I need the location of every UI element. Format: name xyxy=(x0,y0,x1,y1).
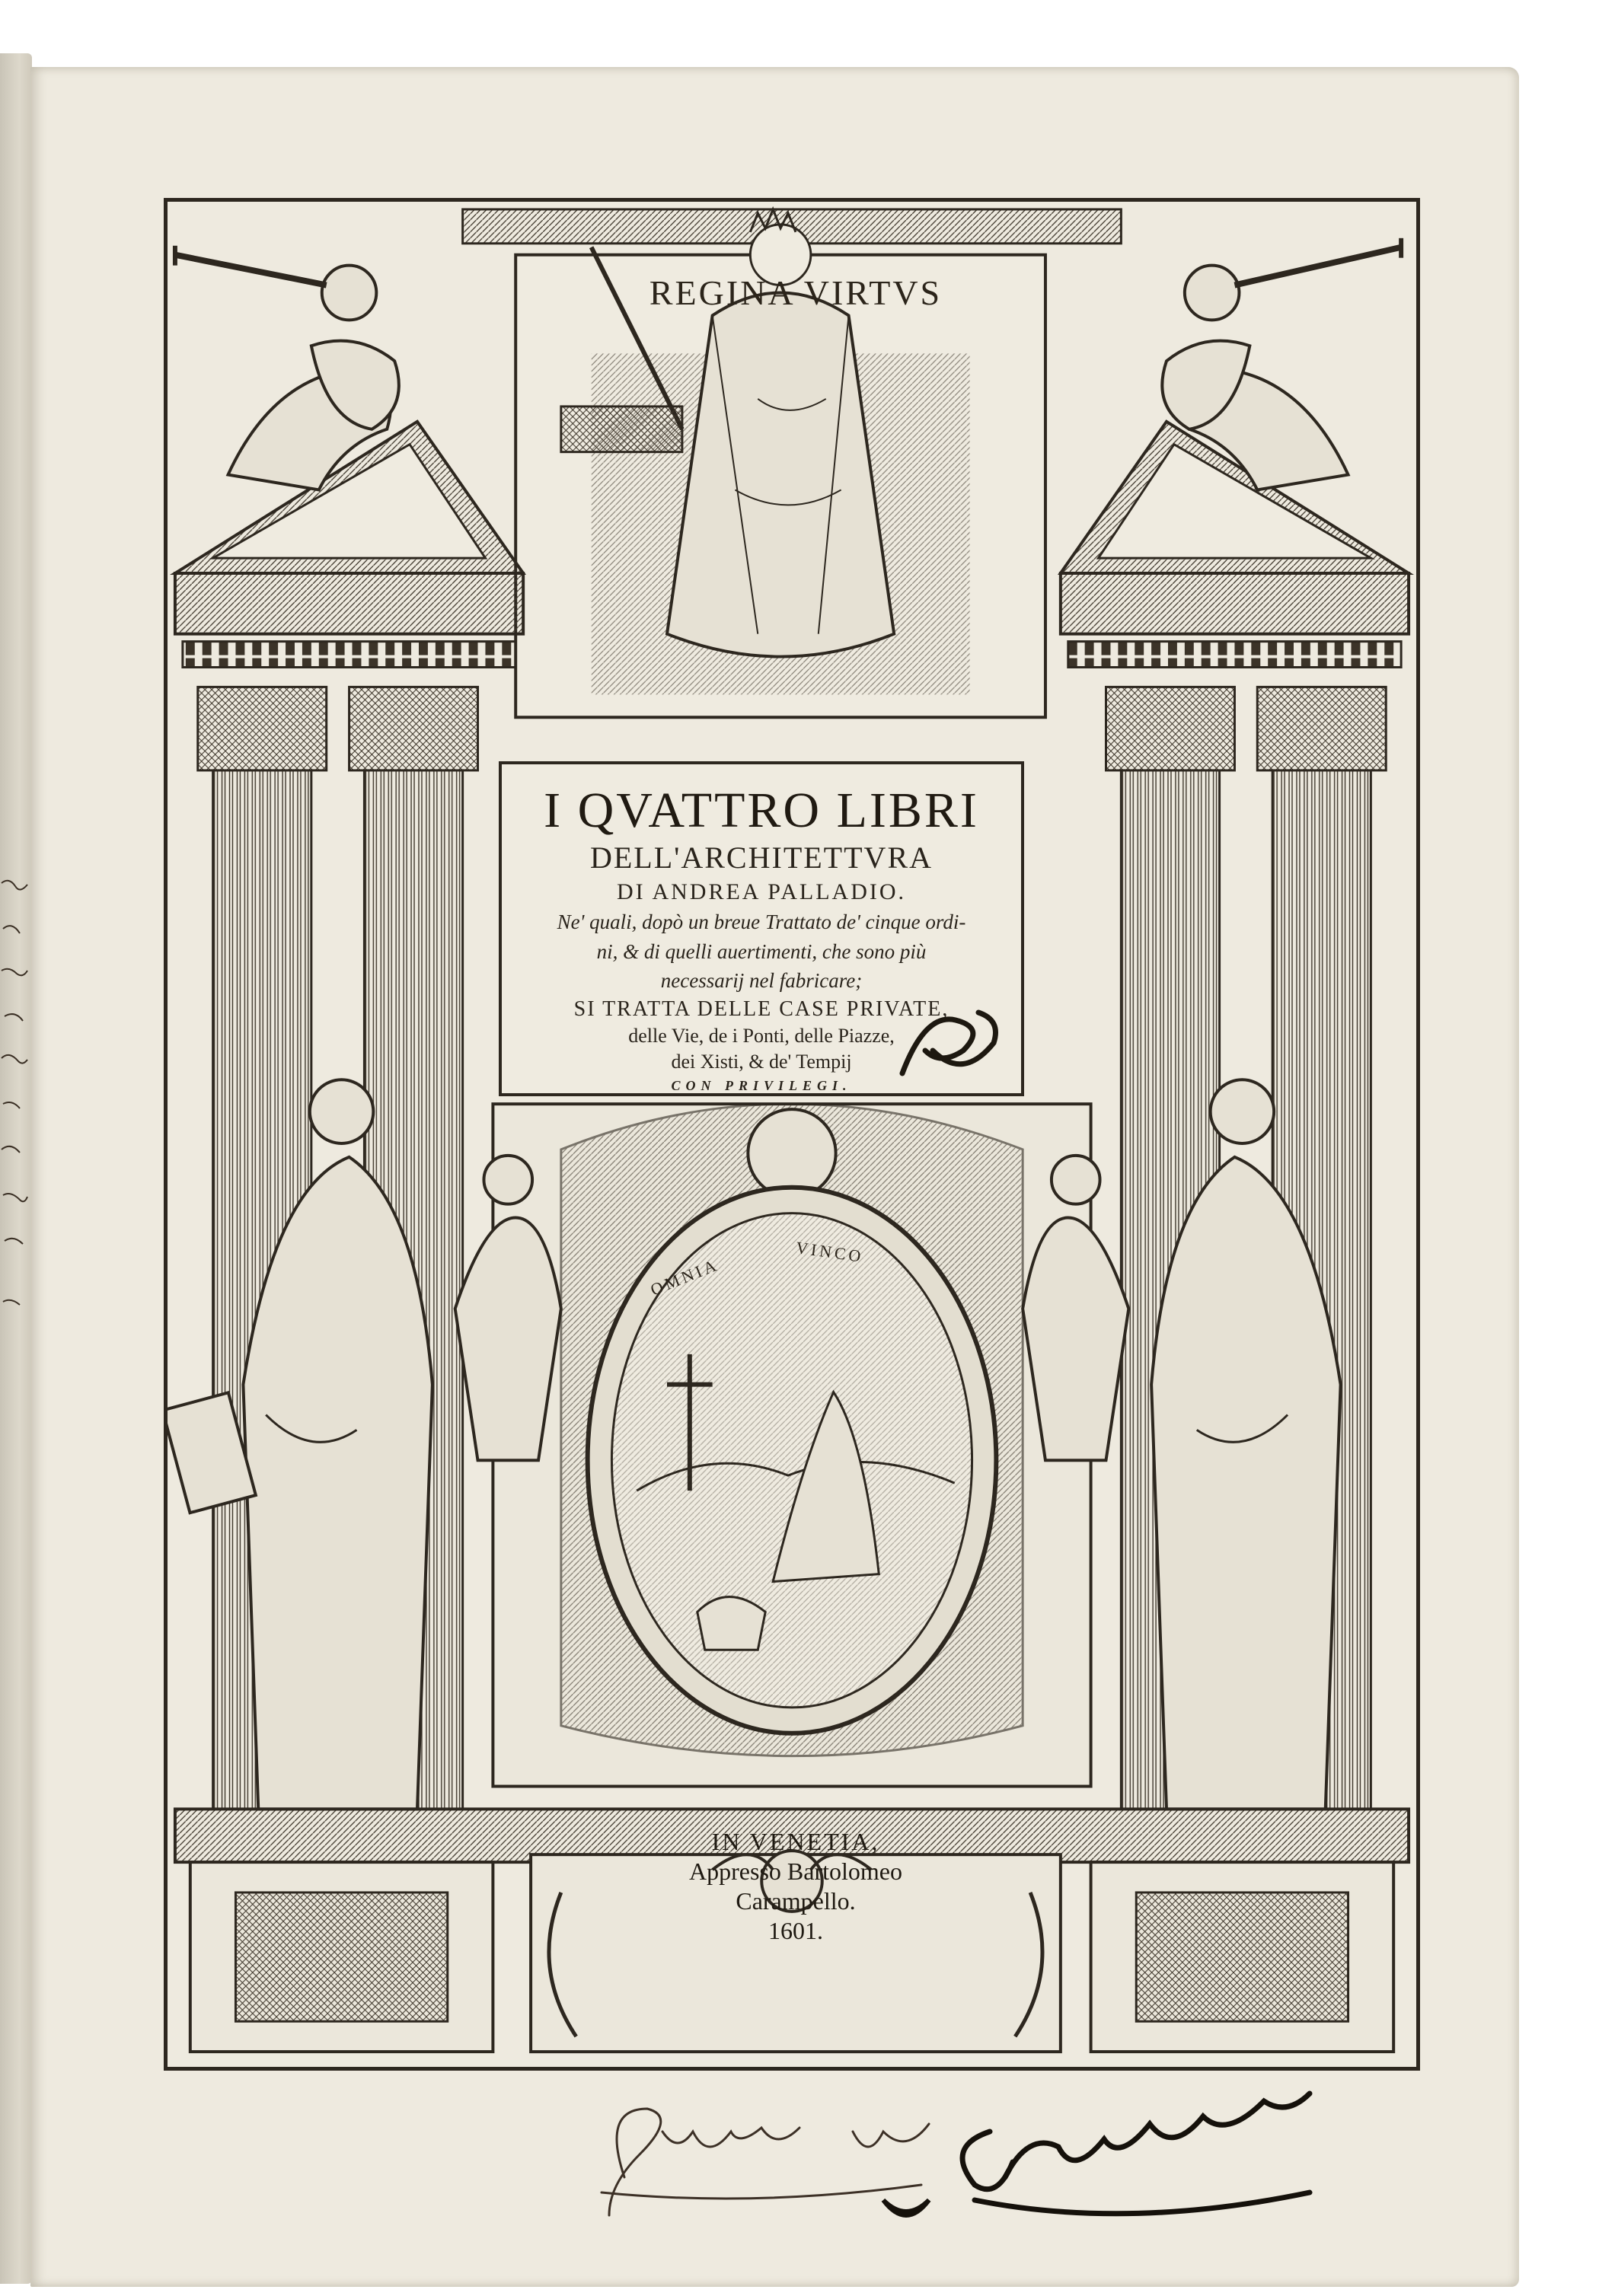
ownership-signatures xyxy=(579,2086,1386,2238)
privilege-line: CON PRIVILEGI. xyxy=(671,1077,852,1093)
description-line-4: SI TRATTA DELLE CASE PRIVATE, xyxy=(573,997,950,1021)
imprint-printer: Appresso Bartolomeo xyxy=(689,1858,902,1886)
handwritten-marginalia xyxy=(0,875,30,1347)
imprint-year: 1601. xyxy=(768,1917,823,1945)
motto-right: VINCO xyxy=(794,1237,866,1267)
motto-left: OMNIA xyxy=(647,1255,722,1299)
description-line-2: ni, & di quelli auertimenti, che sono più xyxy=(596,939,927,963)
imprint-printer-name: Carampello. xyxy=(736,1887,856,1915)
description-line-1: Ne' quali, dopò un breue Trattato de' cinque ordi- xyxy=(557,910,966,933)
woodcut-border xyxy=(164,198,1420,2071)
description-line-5: delle Vie, de i Ponti, delle Piazze, xyxy=(628,1025,895,1048)
imprint-panel xyxy=(613,1827,978,1979)
book-subtitle: DELL'ARCHITETTVRA xyxy=(589,840,934,875)
banner-inscription: REGINA VIRTVS xyxy=(649,273,943,312)
description-line-3: necessarij nel fabricare; xyxy=(660,969,863,993)
imprint-city: IN VENETIA, xyxy=(711,1828,880,1855)
description-line-6: dei Xisti, & de' Tempij xyxy=(671,1050,852,1073)
book-title: I QVATTRO LIBRI xyxy=(544,783,979,838)
handwritten-monogram xyxy=(887,1005,1017,1089)
architectural-frame-illustration xyxy=(168,202,1416,2067)
author-line: DI ANDREA PALLADIO. xyxy=(616,879,907,904)
